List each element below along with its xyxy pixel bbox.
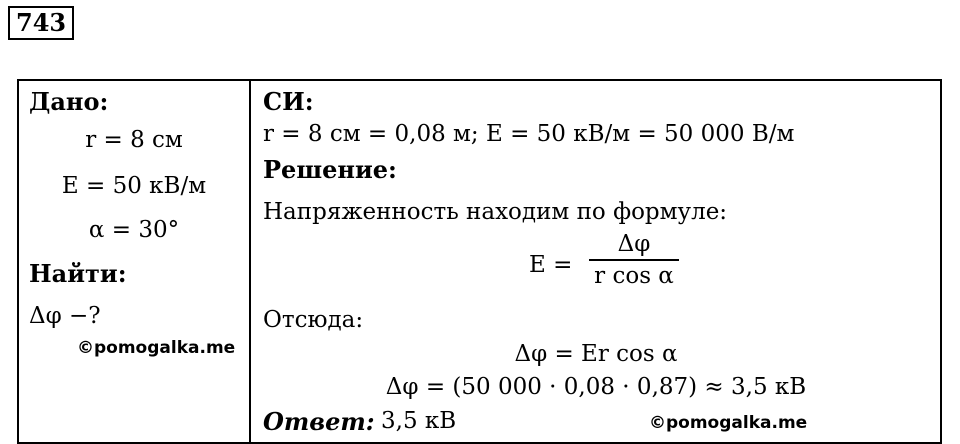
formula-2: Δφ = Er cos α xyxy=(514,341,678,367)
formula-numerator: Δφ xyxy=(617,231,651,257)
solution-column xyxy=(251,81,940,442)
find-heading: Найти: xyxy=(29,259,127,288)
formula-lhs: E = xyxy=(529,252,573,278)
fraction-bar xyxy=(589,259,679,261)
intro-text: Напряженность находим по формуле: xyxy=(263,199,728,225)
answer-label: Ответ: xyxy=(263,407,375,436)
problem-number: 743 xyxy=(8,6,74,40)
calculation: Δφ = (50 000 · 0,08 · 0,87) ≈ 3,5 кВ xyxy=(385,374,807,400)
solution-table xyxy=(17,79,942,444)
given-E: E = 50 кВ/м xyxy=(61,173,207,199)
watermark-left: ©pomogalka.me xyxy=(77,338,236,358)
find-value: Δφ −? xyxy=(29,303,101,329)
si-heading: СИ: xyxy=(263,87,314,116)
answer-value: 3,5 кВ xyxy=(381,408,457,434)
given-heading: Дано: xyxy=(29,87,109,116)
solution-heading: Решение: xyxy=(263,155,397,184)
hence-text: Отсюда: xyxy=(263,307,364,333)
formula-denominator: r cos α xyxy=(594,263,674,289)
formula-fraction xyxy=(589,231,679,289)
si-line: r = 8 см = 0,08 м; E = 50 кВ/м = 50 000 В/м xyxy=(263,121,795,147)
given-column xyxy=(19,81,251,442)
given-r: r = 8 см xyxy=(85,127,183,153)
given-alpha: α = 30° xyxy=(88,217,180,243)
watermark-right: ©pomogalka.me xyxy=(649,413,808,433)
